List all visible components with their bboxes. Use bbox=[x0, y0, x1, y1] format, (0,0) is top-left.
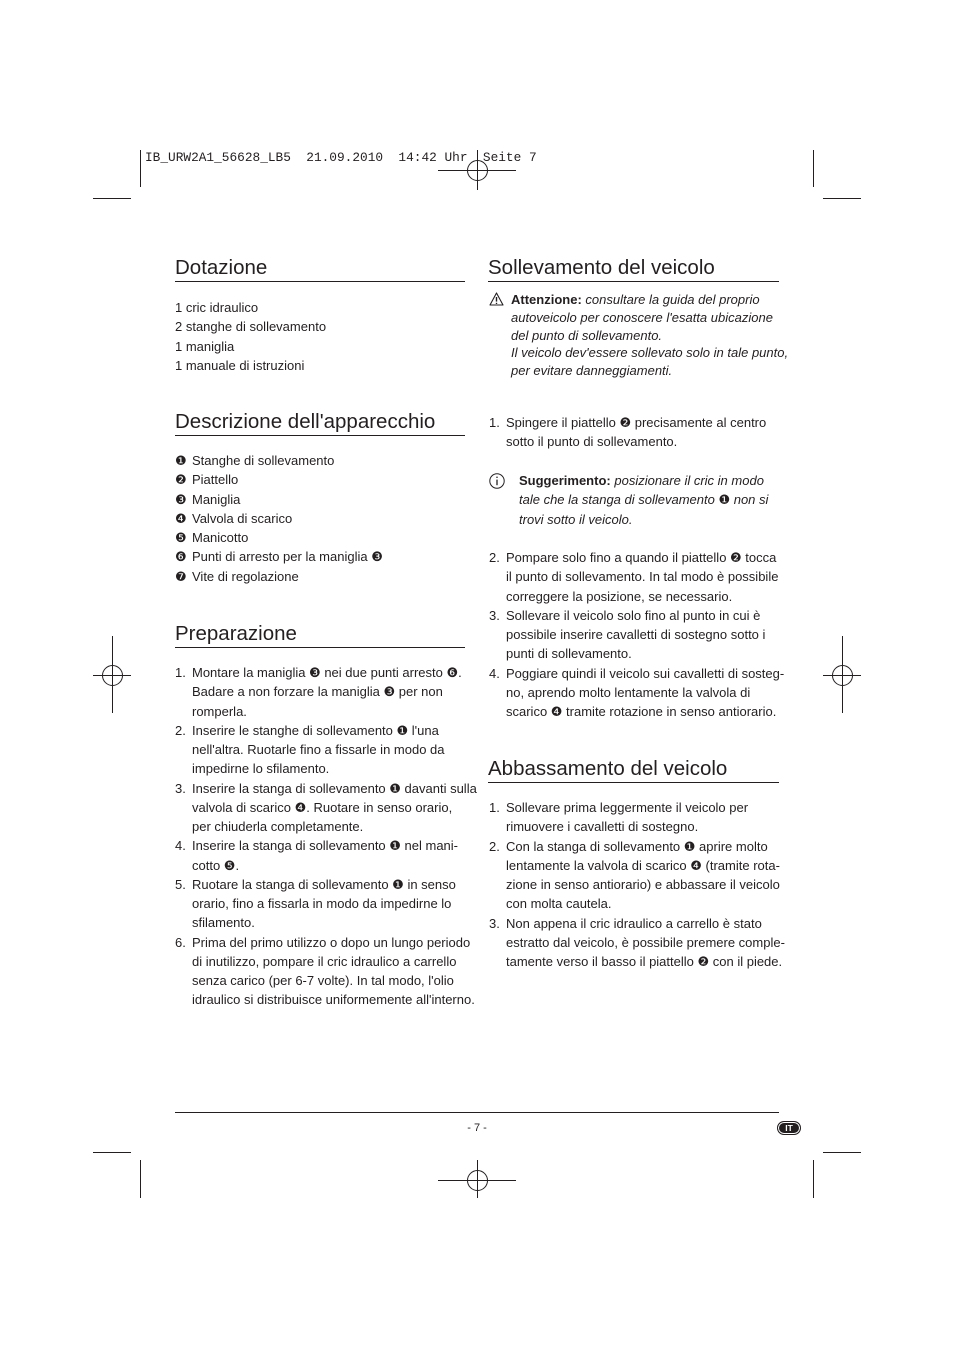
part-label: Vite di regolazione bbox=[192, 568, 299, 584]
part-number: ❸ bbox=[175, 491, 187, 507]
part-label: Maniglia bbox=[192, 491, 241, 507]
parts-item bbox=[175, 547, 465, 566]
step-number: 2. bbox=[175, 722, 186, 738]
step-line: impedirne lo sfilamento. bbox=[192, 761, 330, 777]
step-number: 1. bbox=[489, 800, 500, 815]
warning-note bbox=[489, 291, 789, 380]
step-line: Sollevare il veicolo solo fino al punto in cui è bbox=[506, 607, 761, 623]
step-line: Montare la maniglia ❸ nei due punti arresto ❻. bbox=[192, 665, 462, 680]
step-item bbox=[175, 875, 465, 933]
step-line: idraulico si distribuisce uniformemente all'interno. bbox=[192, 992, 475, 1008]
step-number: 3. bbox=[489, 915, 500, 931]
heading-abbassamento: Abbassamento del veicolo bbox=[488, 755, 779, 783]
step-line: nell'altra. Ruotarle fino a fissarle in modo da bbox=[192, 742, 445, 757]
registration-mark-right bbox=[823, 636, 861, 713]
step-line: Ruotare la stanga di sollevamento ❶ in senso bbox=[192, 876, 456, 892]
step-item bbox=[489, 798, 779, 837]
step-line: per chiuderla completamente. bbox=[192, 819, 364, 834]
step-item bbox=[175, 721, 465, 779]
step-number: 4. bbox=[489, 665, 500, 681]
abbassamento-steps bbox=[489, 798, 785, 971]
step-line: Inserire la stanga di sollevamento ❶ nel mani- bbox=[192, 838, 459, 854]
list-item: 1 cric idraulico bbox=[175, 300, 259, 315]
step-line: possibile inserire cavalletti di sostegno sotto i bbox=[506, 627, 766, 642]
part-number: ❻ bbox=[175, 549, 187, 565]
step-item bbox=[489, 914, 785, 972]
step-line: punti di sollevamento. bbox=[506, 646, 632, 662]
list-item: 2 stanghe di sollevamento bbox=[175, 319, 327, 335]
registration-mark-left bbox=[93, 636, 131, 713]
step-line: Non appena il cric idraulico a carrello è stato bbox=[506, 915, 762, 931]
sollevamento-steps bbox=[489, 548, 785, 721]
step-item bbox=[175, 663, 465, 721]
step-line: Pompare solo fino a quando il piattello ❷ tocca bbox=[506, 550, 777, 565]
step-line: Badare a non forzare la maniglia ❸ per non bbox=[192, 684, 443, 700]
step-number: 6. bbox=[175, 934, 186, 950]
parts-item bbox=[175, 528, 465, 547]
warning-text: consultare la guida del proprio bbox=[585, 292, 760, 307]
step-item bbox=[489, 664, 785, 722]
list-item: 1 maniglia bbox=[175, 338, 235, 354]
step-line: il punto di sollevamento. In tal modo è possibile bbox=[506, 569, 779, 585]
step-number: 1. bbox=[175, 665, 186, 680]
footer-rule bbox=[175, 1112, 779, 1113]
warning-triangle-icon bbox=[489, 292, 504, 306]
step-number: 5. bbox=[175, 876, 186, 892]
step-line: valvola di scarico ❹. Ruotare in senso orario, bbox=[192, 799, 453, 815]
warning-line: autoveicolo per conoscere l'esatta ubicazione bbox=[511, 309, 773, 325]
step-number: 3. bbox=[489, 607, 500, 623]
step-line: Prima del primo utilizzo o dopo un lungo periodo bbox=[192, 934, 471, 950]
warning-label: Attenzione: bbox=[511, 292, 582, 307]
tip-line: trovi sotto il veicolo. bbox=[519, 511, 633, 527]
step-line: senza carico (per 6-7 volte). In tal modo, l'olio bbox=[192, 973, 454, 988]
part-number: ❷ bbox=[175, 472, 187, 488]
step-line: scarico ❹ tramite rotazione in senso antiorario. bbox=[506, 704, 777, 719]
step-line: sfilamento. bbox=[192, 915, 255, 931]
list-item: 1 manuale di istruzioni bbox=[175, 357, 305, 373]
parts-item bbox=[175, 470, 465, 489]
step-line: orario, fino a fissarla in modo da impedirne lo bbox=[192, 896, 452, 911]
registration-mark-bottom bbox=[438, 1160, 516, 1198]
parts-item bbox=[175, 490, 465, 509]
part-number: ❹ bbox=[175, 510, 187, 526]
print-slug: IB_URW2A1_56628_LB5 21.09.2010 14:42 Uhr Seite 7 bbox=[145, 150, 537, 165]
step-line: tamente verso il basso il piattello ❷ con il piede. bbox=[506, 954, 783, 969]
step-line: con molta cautela. bbox=[506, 896, 612, 912]
heading-dotazione: Dotazione bbox=[175, 254, 465, 282]
part-number: ❶ bbox=[175, 453, 187, 468]
step-item bbox=[489, 548, 779, 606]
tip-text: posizionare il cric in modo bbox=[614, 473, 764, 488]
heading-preparazione: Preparazione bbox=[175, 620, 465, 648]
warning-line: per evitare danneggiamenti. bbox=[511, 363, 673, 378]
part-label: Stanghe di sollevamento bbox=[192, 453, 335, 468]
step-line: sotto il punto di sollevamento. bbox=[506, 434, 678, 450]
step-line: Inserire le stanghe di sollevamento ❶ l'una bbox=[192, 722, 439, 738]
sollevamento-step-1 bbox=[489, 413, 779, 452]
language-badge: IT bbox=[777, 1121, 801, 1135]
crop-mark-top-left bbox=[93, 150, 141, 199]
step-line: Sollevare prima leggermente il veicolo per bbox=[506, 800, 749, 815]
step-line: rimuovere i cavalletti di sostegno. bbox=[506, 819, 699, 835]
crop-mark-bottom-left bbox=[93, 1153, 141, 1199]
step-line: di inutilizzo, pompare il cric idraulico a carrello bbox=[192, 953, 457, 969]
dotazione-list bbox=[175, 298, 465, 375]
tip-note bbox=[489, 471, 779, 529]
step-line: romperla. bbox=[192, 703, 247, 719]
step-line: estratto dal veicolo, è possibile premere comple- bbox=[506, 934, 785, 950]
step-item bbox=[489, 413, 779, 452]
info-icon bbox=[489, 473, 505, 489]
warning-line bbox=[511, 291, 779, 309]
part-label: Punti di arresto per la maniglia ❸ bbox=[192, 549, 383, 565]
tip-line bbox=[519, 471, 779, 490]
step-item bbox=[175, 836, 465, 875]
step-number: 3. bbox=[175, 780, 186, 796]
parts-item bbox=[175, 567, 465, 586]
step-item bbox=[175, 933, 475, 1010]
crop-mark-top-right bbox=[814, 150, 862, 199]
part-number: ❺ bbox=[175, 530, 187, 545]
warning-line: del punto di sollevamento. bbox=[511, 327, 663, 343]
step-line: Poggiare quindi il veicolo sui cavalletti di sosteg- bbox=[506, 665, 785, 681]
step-line: no, aprendo molto lentamente la valvola di bbox=[506, 684, 751, 700]
step-line: correggere la posizione, se necessario. bbox=[506, 588, 733, 604]
step-number: 4. bbox=[175, 838, 186, 854]
step-line: zione in senso antiorario) e abbassare il veicolo bbox=[506, 877, 780, 892]
part-label: Piattello bbox=[192, 472, 239, 488]
step-number: 1. bbox=[489, 415, 500, 430]
step-line: cotto ❺. bbox=[192, 857, 240, 873]
tip-label: Suggerimento: bbox=[519, 473, 611, 488]
step-item bbox=[175, 779, 477, 837]
page-number: - 7 - bbox=[467, 1122, 487, 1134]
preparazione-steps bbox=[175, 663, 477, 1010]
part-number: ❼ bbox=[175, 568, 187, 584]
step-item bbox=[489, 837, 779, 914]
heading-descrizione: Descrizione dell'apparecchio bbox=[175, 408, 465, 436]
parts-item bbox=[175, 509, 465, 528]
step-line: Inserire la stanga di sollevamento ❶ davanti sulla bbox=[192, 780, 477, 796]
step-item bbox=[489, 606, 779, 664]
part-label: Manicotto bbox=[192, 530, 249, 545]
tip-line: tale che la stanga di sollevamento ❶ non si bbox=[519, 492, 769, 508]
step-line: Spingere il piattello ❷ precisamente al centro bbox=[506, 415, 767, 430]
step-number: 2. bbox=[489, 550, 500, 565]
step-number: 2. bbox=[489, 838, 500, 854]
part-label: Valvola di scarico bbox=[192, 510, 293, 526]
warning-line: Il veicolo dev'essere sollevato solo in tale punto, bbox=[511, 345, 789, 361]
step-line: Con la stanga di sollevamento ❶ aprire molto bbox=[506, 838, 768, 854]
heading-sollevamento: Sollevamento del veicolo bbox=[488, 254, 779, 282]
crop-mark-bottom-right bbox=[814, 1153, 862, 1199]
parts-list bbox=[175, 451, 465, 586]
step-line: lentamente la valvola di scarico ❹ (tramite rota- bbox=[506, 857, 780, 873]
parts-item bbox=[175, 451, 465, 470]
